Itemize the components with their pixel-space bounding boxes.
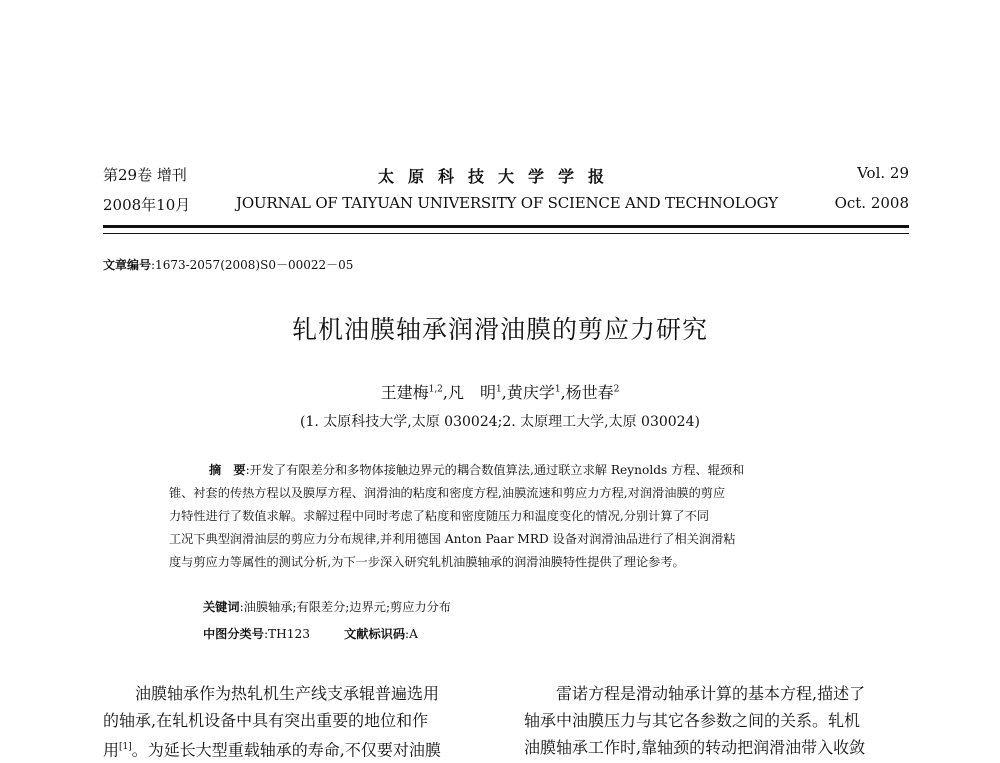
- body-right-line-1: 雷诺方程是滑动轴承计算的基本方程,描述了: [524, 684, 866, 703]
- keywords-label: 关键词: [203, 600, 240, 614]
- body-left-line-1: 油膜轴承作为热轧机生产线支承辊普遍选用: [103, 684, 440, 703]
- body-right-line-2: 轴承中油膜压力与其它各参数之间的关系。轧机: [524, 711, 861, 730]
- date-en: Oct. 2008: [834, 194, 909, 212]
- affiliations: (1. 太原科技大学,太原 030024;2. 太原理工大学,太原 030024): [300, 414, 700, 430]
- classification: [203, 625, 418, 642]
- author-4: ,杨世春: [560, 383, 614, 402]
- body-left-line-3a: 用: [103, 740, 120, 760]
- clc-value: :TH123: [263, 627, 311, 641]
- keywords: [203, 598, 451, 615]
- abstract-line-1: :开发了有限差分和多物体接触边界元的耦合数值算法,通过联立求解 Reynolds 方程、辊颈和: [245, 463, 745, 477]
- article-number-label: 文章编号: [103, 258, 152, 272]
- body-left-line-2: 的轴承,在轧机设备中具有突出重要的地位和作: [103, 711, 429, 730]
- author-3-affil: 1: [554, 384, 561, 395]
- author-1-affil: 1,2: [428, 384, 443, 395]
- date-cn: 2008年10月: [103, 196, 191, 214]
- citation-1: [1]: [119, 742, 132, 752]
- volume-issue-cn: 第29卷 增刊: [103, 166, 187, 184]
- abstract-line-4: 工况下典型润滑油层的剪应力分布规律,并利用德国 Anton Paar MRD 设备对润滑油品进行了相关润滑粘: [169, 532, 736, 546]
- body-left-column: [103, 680, 493, 763]
- clc-label: 中图分类号: [203, 627, 264, 641]
- doc-code-value: :A: [405, 627, 418, 641]
- author-4-affil: 2: [613, 384, 620, 395]
- keywords-value: :油膜轴承;有限差分;边界元;剪应力分布: [239, 600, 451, 614]
- author-3: ,黄庆学: [501, 383, 555, 402]
- journal-title-en: JOURNAL OF TAIYUAN UNIVERSITY OF SCIENCE AND TECHNOLOGY: [236, 194, 778, 212]
- body-left-line-3b: 。为延长大型重载轴承的寿命,不仅要对油膜: [131, 740, 441, 760]
- article-number: [103, 256, 353, 273]
- paper-title: 轧机油膜轴承润滑油膜的剪应力研究: [291, 315, 708, 344]
- author-list: [0, 380, 1000, 403]
- abstract-label: 摘 要: [209, 463, 246, 477]
- author-2-affil: 1: [496, 384, 502, 395]
- doc-code-label: 文献标识码: [344, 627, 406, 641]
- header-rule-thin: [103, 233, 909, 234]
- body-right-line-3: 油膜轴承工作时,靠轴颈的转动把润滑油带入收敛: [524, 738, 866, 757]
- abstract-line-3: 力特性进行了数值求解。求解过程中同时考虑了粘度和密度随压力和温度变化的情况,分别计算了不同: [169, 509, 710, 523]
- volume-en: Vol. 29: [857, 164, 909, 182]
- author-2: ,凡 明: [442, 383, 497, 402]
- header-rule-thick: [103, 225, 909, 228]
- body-right-column: [524, 680, 914, 761]
- article-number-value: :1673-2057(2008)S0－00022－05: [151, 258, 354, 272]
- abstract-line-2: 锥、衬套的传热方程以及膜厚方程、润滑油的粘度和密度方程,油膜流速和剪应力方程,对润滑油膜的剪应: [169, 486, 726, 500]
- author-1: 王建梅: [380, 383, 429, 402]
- abstract-line-5: 度与剪应力等属性的测试分析,为下一步深入研究轧机油膜轴承的润滑油膜特性提供了理论参考。: [169, 555, 685, 569]
- journal-title-cn: 太原科技大学学报: [378, 167, 619, 186]
- abstract: [169, 459, 849, 574]
